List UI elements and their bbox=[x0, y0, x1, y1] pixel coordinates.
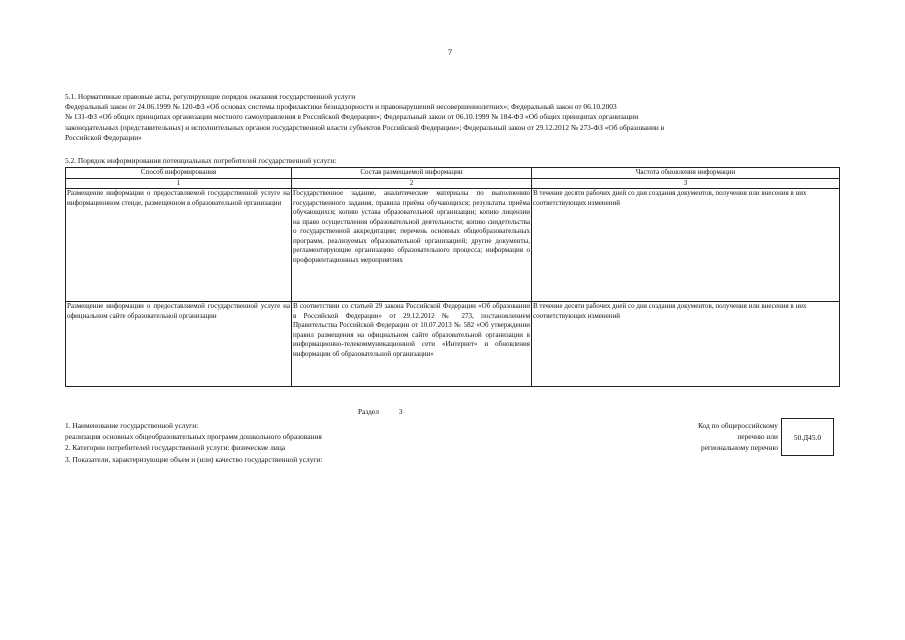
column-header-content: Состав размещаемой информации bbox=[292, 168, 532, 179]
page-number: 7 bbox=[448, 48, 452, 57]
section-number: 3 bbox=[398, 407, 403, 416]
table-row bbox=[66, 302, 840, 387]
normative-acts-line: Федеральный закон от 24.06.1999 № 120-ФЗ «Об основах системы профилактики безнадзорности и правонарушений несовершеннолетних»; Федеральный закон от 06.10.2003 bbox=[65, 102, 617, 112]
code-label: перечню или bbox=[737, 432, 778, 441]
cell-frequency: В течение десяти рабочих дней со дня создания документов, получения или внесения в них соответствующих изменений bbox=[532, 302, 840, 387]
cell-method: Размещение информации о предоставляемой государственной услуге на информационном стенде, размещенном в образовательной организации bbox=[66, 189, 292, 302]
section-label: Раздел bbox=[358, 407, 379, 416]
information-table bbox=[65, 167, 840, 387]
section-details bbox=[65, 420, 322, 465]
column-number: 1 bbox=[66, 178, 292, 189]
cell-method: Размещение информации о предоставляемой государственной услуге на официальном сайте образовательной организации bbox=[66, 302, 292, 387]
cell-content: В соответствии со статьей 29 закона Российской Федерации «Об образовании в Российской Федерации» от 29.12.2012 № 273, постановлением Правительства Российской Федерации от 10.07.2013 № 582 «Об утверждении правил размещения на официальном сайте образовательной организации в информационно-телекоммуникационной сети «Интернет» и обновления информации об образовательной организации» bbox=[292, 302, 532, 387]
service-name-value: реализация основных общеобразовательных программ дошкольного образования bbox=[65, 432, 322, 442]
normative-acts-line: законодательных (представительных) и исполнительных органов государственной власти субъектов Российской Федерации»; Федеральный закон от 29.12.2012 № 273-ФЗ «Об образовании в bbox=[65, 122, 665, 132]
service-name-label: 1. Наименование государственной услуги: bbox=[65, 421, 199, 430]
normative-acts-line: Российской Федерации» bbox=[65, 132, 142, 142]
column-number: 3 bbox=[532, 178, 840, 189]
column-header-frequency: Частота обновления информации bbox=[532, 168, 840, 179]
normative-acts-line: № 131-ФЗ «Об общих принципах организации местного самоуправления в Российской Федерации»; Федеральный закон от 06.10.1999 № 184-ФЗ «Об общих принципах организации bbox=[65, 112, 639, 122]
code-label: Код по общероссийскому bbox=[697, 421, 778, 430]
cell-frequency: В течение десяти рабочих дней со дня создания документов, получения или внесения в них соответствующих изменений bbox=[532, 189, 840, 302]
consumer-category: 2. Категории потребителей государственной услуги: физические лица bbox=[65, 443, 286, 453]
information-procedure-heading: 5.2. Порядок информирования потенциальных потребителей государственной услуги: bbox=[65, 156, 337, 165]
normative-acts-block bbox=[65, 92, 840, 143]
indicators-label: 3. Показатели, характеризующие объем и (или) качество государственной услуги: bbox=[65, 454, 323, 464]
column-number: 2 bbox=[292, 178, 532, 189]
column-header-method: Способ информирования bbox=[66, 168, 292, 179]
normative-acts-heading: 5.1. Нормативные правовые акты, регулирующие порядок оказания государственной услуги bbox=[65, 92, 356, 101]
code-label: региональному перечню bbox=[701, 443, 778, 452]
column-number-row bbox=[66, 178, 840, 189]
cell-content: Государственное задание, аналитические материалы по выполнению государственного задания, правила приёма обучающихся; результаты приёма обучающихся; копию устава образовательной организации; копию лицензии на право осуществления образовательной деятельности; копию свидетельства о государственной аккредитации; перечень основных общеобразовательных программ, реализуемых образовательной организацией; другие документы, регламентирующие организацию образовательного процесса; информация о профориентационных мероприятиях bbox=[292, 189, 532, 302]
table-row bbox=[66, 189, 840, 302]
table-header-row bbox=[66, 168, 840, 179]
registry-code-box bbox=[781, 418, 834, 456]
section-title bbox=[358, 407, 403, 416]
registry-code: 50.Д45.0 bbox=[793, 432, 822, 442]
code-labels bbox=[640, 420, 778, 453]
